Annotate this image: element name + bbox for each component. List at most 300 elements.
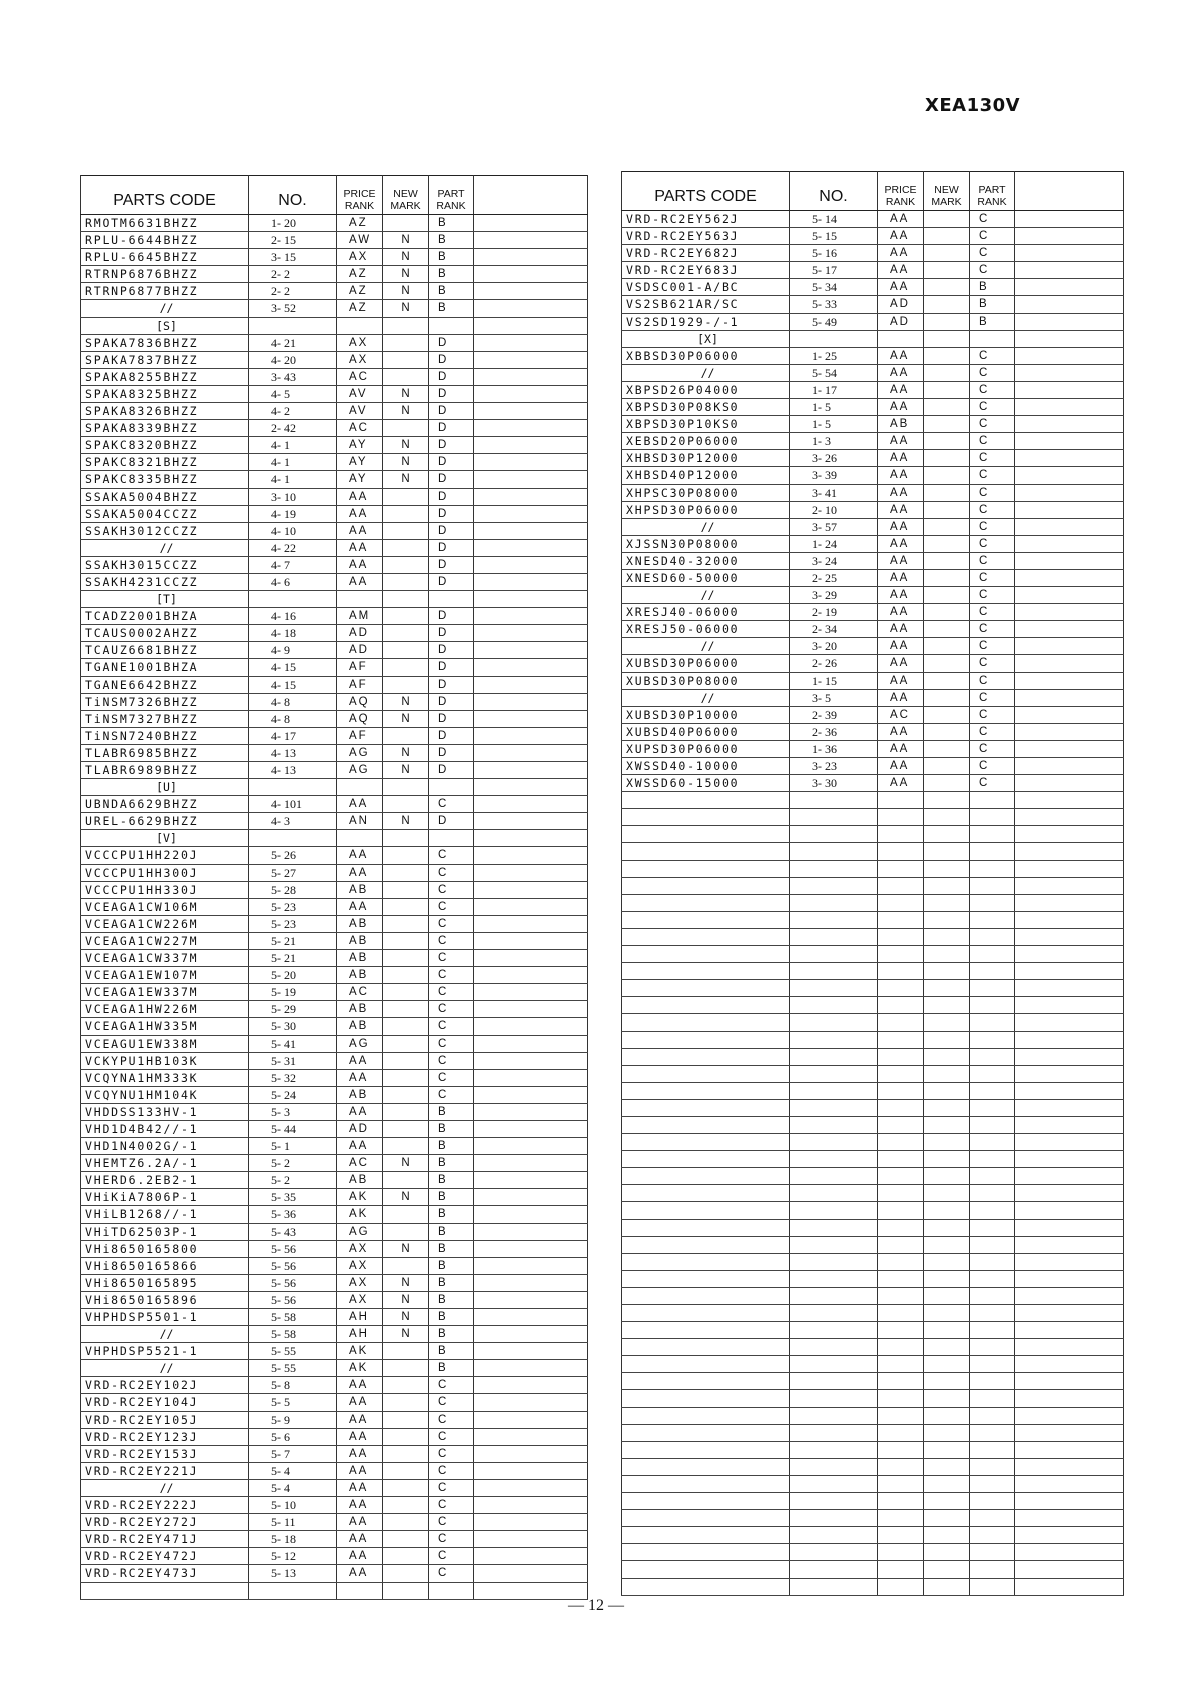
price-rank-cell: AA [337, 1069, 383, 1086]
no-cell [790, 928, 878, 945]
price-rank-cell [878, 1305, 924, 1322]
part-code-cell: VRD-RC2EY153J [81, 1445, 249, 1462]
blank-cell [474, 454, 588, 471]
part-code-cell [622, 1031, 790, 1048]
price-rank-cell [878, 963, 924, 980]
price-rank-cell: AX [337, 249, 383, 266]
part-code-cell [622, 1339, 790, 1356]
part-code-cell: XUPSD30P06000 [622, 740, 790, 757]
price-rank-cell: AK [337, 1360, 383, 1377]
price-rank-cell: AY [337, 471, 383, 488]
price-rank-cell [878, 1253, 924, 1270]
new-mark-cell [924, 894, 970, 911]
part-rank-cell: B [429, 266, 474, 283]
part-rank-cell: C [970, 535, 1015, 552]
part-code-cell [622, 1305, 790, 1322]
part-rank-cell: C [429, 1497, 474, 1514]
no-cell: 5- 17 [790, 262, 878, 279]
price-rank-cell: AG [337, 1035, 383, 1052]
price-rank-cell [878, 877, 924, 894]
table-row [622, 364, 1124, 381]
table-row [81, 1035, 588, 1052]
part-rank-cell: C [429, 1462, 474, 1479]
blank-cell [474, 1531, 588, 1548]
price-rank-cell: AA [878, 587, 924, 604]
blank-cell [1015, 775, 1124, 792]
new-mark-cell [383, 1069, 429, 1086]
no-cell: 5- 19 [249, 984, 337, 1001]
no-cell: 1- 5 [790, 416, 878, 433]
blank-cell [1015, 1185, 1124, 1202]
price-rank-cell [878, 1014, 924, 1031]
blank-cell [1015, 655, 1124, 672]
new-mark-cell: N [383, 300, 429, 317]
part-code-cell: SSAKA5004CCZZ [81, 505, 249, 522]
table-row [81, 1069, 588, 1086]
blank-cell [1015, 262, 1124, 279]
part-code-cell: SSAKH4231CCZZ [81, 573, 249, 590]
table-row [622, 381, 1124, 398]
blank-cell [474, 1411, 588, 1428]
new-mark-cell [924, 484, 970, 501]
part-code-cell: VHEMTZ6.2A/-1 [81, 1155, 249, 1172]
part-code-cell [622, 1527, 790, 1544]
part-code-cell: // [622, 364, 790, 381]
part-code-cell: [U] [81, 779, 249, 796]
price-rank-cell: AK [337, 1189, 383, 1206]
table-row [81, 779, 588, 796]
part-code-cell [622, 1116, 790, 1133]
part-code-cell [622, 1202, 790, 1219]
part-rank-cell: C [970, 450, 1015, 467]
part-rank-cell: C [429, 950, 474, 967]
table-row [81, 232, 588, 249]
part-rank-cell [970, 1424, 1015, 1441]
part-code-cell [622, 894, 790, 911]
blank-cell [1015, 1014, 1124, 1031]
part-code-cell: [T] [81, 591, 249, 608]
part-rank-cell: B [429, 1274, 474, 1291]
blank-cell [1015, 706, 1124, 723]
empty-row [622, 1270, 1124, 1287]
new-mark-cell [924, 1185, 970, 1202]
empty-row [622, 1305, 1124, 1322]
empty-row [622, 997, 1124, 1014]
no-cell: 4- 1 [249, 454, 337, 471]
no-cell [790, 1287, 878, 1304]
part-code-cell: VHi8650165896 [81, 1291, 249, 1308]
table-row [622, 518, 1124, 535]
new-mark-cell [924, 1236, 970, 1253]
new-mark-cell [383, 522, 429, 539]
table-row [81, 984, 588, 1001]
no-cell [790, 877, 878, 894]
new-mark-cell [924, 775, 970, 792]
no-cell: 5- 36 [249, 1206, 337, 1223]
part-rank-cell [970, 1390, 1015, 1407]
part-rank-cell [970, 843, 1015, 860]
new-mark-cell [924, 1441, 970, 1458]
new-mark-cell [383, 1172, 429, 1189]
no-cell [790, 1578, 878, 1595]
price-rank-cell: AB [337, 881, 383, 898]
part-code-cell: VRD-RC2EY104J [81, 1394, 249, 1411]
price-rank-cell: AA [337, 1052, 383, 1069]
part-code-cell [622, 1441, 790, 1458]
price-rank-cell: AA [878, 689, 924, 706]
new-mark-cell [924, 638, 970, 655]
no-cell: 5- 56 [249, 1240, 337, 1257]
no-cell: 5- 2 [249, 1172, 337, 1189]
blank-cell [474, 1223, 588, 1240]
price-rank-cell: AA [337, 1428, 383, 1445]
blank-cell [474, 1497, 588, 1514]
blank-cell [1015, 1424, 1124, 1441]
price-rank-cell: AA [337, 1548, 383, 1565]
new-mark-cell [924, 997, 970, 1014]
part-rank-cell: D [429, 471, 474, 488]
part-code-cell: XNESD60-50000 [622, 569, 790, 586]
blank-cell [1015, 228, 1124, 245]
part-code-cell [622, 1390, 790, 1407]
part-rank-cell: C [970, 672, 1015, 689]
part-rank-cell: C [429, 898, 474, 915]
price-rank-cell: AA [878, 535, 924, 552]
blank-cell [1015, 535, 1124, 552]
price-rank-cell: AA [878, 484, 924, 501]
no-cell: 2- 19 [790, 604, 878, 621]
part-code-cell: XUBSD30P10000 [622, 706, 790, 723]
no-cell: 5- 1 [249, 1138, 337, 1155]
part-rank-cell: D [429, 693, 474, 710]
blank-cell [474, 727, 588, 744]
blank-cell [474, 1445, 588, 1462]
new-mark-cell [924, 1544, 970, 1561]
empty-row [622, 1561, 1124, 1578]
table-row [622, 501, 1124, 518]
model-number: XEA130V [925, 95, 1021, 116]
part-code-cell: RTRNP6876BHZZ [81, 266, 249, 283]
table-row [81, 283, 588, 300]
empty-row [622, 1134, 1124, 1151]
part-rank-cell: B [429, 1120, 474, 1137]
part-rank-cell: D [429, 539, 474, 556]
new-mark-cell [924, 587, 970, 604]
empty-row [622, 1099, 1124, 1116]
no-cell: 4- 9 [249, 642, 337, 659]
new-mark-cell: N [383, 471, 429, 488]
new-mark-cell [924, 1339, 970, 1356]
price-rank-cell: AM [337, 608, 383, 625]
new-mark-cell [383, 659, 429, 676]
empty-row [622, 1356, 1124, 1373]
new-mark-cell [383, 351, 429, 368]
table-row [622, 399, 1124, 416]
table-row [622, 552, 1124, 569]
table-row [81, 1377, 588, 1394]
part-rank-cell [970, 1048, 1015, 1065]
price-rank-cell: AX [337, 1240, 383, 1257]
part-rank-cell: D [429, 608, 474, 625]
part-code-cell [622, 1219, 790, 1236]
price-rank-cell: AC [337, 420, 383, 437]
part-rank-cell: D [429, 813, 474, 830]
table-row [622, 723, 1124, 740]
blank-cell [474, 1565, 588, 1582]
table-row [81, 420, 588, 437]
price-rank-cell: AA [337, 1462, 383, 1479]
empty-row [622, 1373, 1124, 1390]
part-code-cell [622, 1099, 790, 1116]
no-cell: 5- 58 [249, 1326, 337, 1343]
part-code-cell: TLABR6989BHZZ [81, 762, 249, 779]
part-rank-cell: C [970, 381, 1015, 398]
no-cell: 1- 24 [790, 535, 878, 552]
empty-row [622, 1065, 1124, 1082]
no-cell: 4- 15 [249, 659, 337, 676]
part-code-cell [622, 1407, 790, 1424]
table-row [81, 762, 588, 779]
empty-row [622, 1151, 1124, 1168]
no-cell: 5- 56 [249, 1257, 337, 1274]
table-row [81, 1274, 588, 1291]
part-rank-cell: B [429, 249, 474, 266]
table-row [622, 416, 1124, 433]
price-rank-cell: AA [337, 1103, 383, 1120]
no-cell [790, 946, 878, 963]
blank-cell [1015, 1270, 1124, 1287]
part-code-cell: XRESJ40-06000 [622, 604, 790, 621]
part-rank-cell [970, 1339, 1015, 1356]
col-price-rank: PRICE RANK [878, 172, 924, 211]
blank-cell [474, 693, 588, 710]
blank-cell [1015, 1493, 1124, 1510]
no-cell: 5- 9 [249, 1411, 337, 1428]
price-rank-cell: AF [337, 727, 383, 744]
part-rank-cell [970, 330, 1015, 347]
empty-row [622, 1339, 1124, 1356]
price-rank-cell: AA [878, 723, 924, 740]
table-row [622, 672, 1124, 689]
new-mark-cell [383, 1120, 429, 1137]
new-mark-cell [383, 591, 429, 608]
part-code-cell: VS2SD1929-/-1 [622, 313, 790, 330]
new-mark-cell [924, 843, 970, 860]
new-mark-cell [383, 1565, 429, 1582]
table-row [81, 693, 588, 710]
price-rank-cell: AC [337, 984, 383, 1001]
empty-row [622, 1407, 1124, 1424]
new-mark-cell [383, 334, 429, 351]
price-rank-cell [337, 830, 383, 847]
part-rank-cell [429, 317, 474, 334]
price-rank-cell [878, 1031, 924, 1048]
table-row [622, 245, 1124, 262]
blank-cell [1015, 980, 1124, 997]
empty-row [622, 1544, 1124, 1561]
no-cell: 5- 2 [249, 1155, 337, 1172]
blank-cell [1015, 1099, 1124, 1116]
new-mark-cell [383, 950, 429, 967]
blank-cell [1015, 1475, 1124, 1492]
new-mark-cell [924, 1048, 970, 1065]
table-row [81, 1257, 588, 1274]
no-cell: 5- 49 [790, 313, 878, 330]
price-rank-cell: AA [337, 505, 383, 522]
price-rank-cell: AA [337, 573, 383, 590]
table-row [622, 621, 1124, 638]
no-cell: 3- 39 [790, 467, 878, 484]
table-row [622, 228, 1124, 245]
no-cell [790, 1493, 878, 1510]
part-code-cell: VRD-RC2EY222J [81, 1497, 249, 1514]
new-mark-cell: N [383, 283, 429, 300]
price-rank-cell [878, 1390, 924, 1407]
table-row [622, 638, 1124, 655]
new-mark-cell: N [383, 437, 429, 454]
no-cell [790, 1082, 878, 1099]
part-rank-cell: C [429, 796, 474, 813]
part-rank-cell: C [970, 758, 1015, 775]
blank-cell [1015, 1527, 1124, 1544]
new-mark-cell [924, 501, 970, 518]
part-code-cell: // [81, 1360, 249, 1377]
table-row [622, 347, 1124, 364]
part-rank-cell: C [970, 621, 1015, 638]
new-mark-cell [383, 1428, 429, 1445]
blank-cell [474, 1001, 588, 1018]
new-mark-cell [924, 1322, 970, 1339]
blank-cell [474, 522, 588, 539]
new-mark-cell [383, 779, 429, 796]
no-cell: 1- 5 [790, 399, 878, 416]
part-rank-cell: C [429, 1001, 474, 1018]
part-rank-cell: B [429, 1138, 474, 1155]
blank-cell [1015, 621, 1124, 638]
part-code-cell: VSDSC001-A/BC [622, 279, 790, 296]
part-rank-cell [970, 1065, 1015, 1082]
part-rank-cell [970, 1202, 1015, 1219]
price-rank-cell [878, 1048, 924, 1065]
part-code-cell: // [81, 539, 249, 556]
empty-row [81, 1582, 588, 1599]
part-code-cell: VHD1D4B42//-1 [81, 1120, 249, 1137]
part-rank-cell: B [429, 300, 474, 317]
new-mark-cell [924, 1202, 970, 1219]
part-code-cell [622, 1578, 790, 1595]
new-mark-cell [924, 1424, 970, 1441]
table-row [622, 758, 1124, 775]
blank-cell [1015, 740, 1124, 757]
no-cell: 5- 41 [249, 1035, 337, 1052]
new-mark-cell [383, 625, 429, 642]
price-rank-cell: AA [878, 518, 924, 535]
price-rank-cell [878, 1407, 924, 1424]
blank-cell [474, 1326, 588, 1343]
blank-cell [1015, 1116, 1124, 1133]
table-row [81, 1394, 588, 1411]
blank-cell [474, 1479, 588, 1496]
part-code-cell: // [81, 1479, 249, 1496]
price-rank-cell [878, 860, 924, 877]
part-code-cell: XBPSD30P08KS0 [622, 399, 790, 416]
empty-row [622, 1202, 1124, 1219]
part-rank-cell [970, 1031, 1015, 1048]
part-code-cell [622, 877, 790, 894]
no-cell: 5- 29 [249, 1001, 337, 1018]
blank-cell [474, 608, 588, 625]
part-rank-cell: C [970, 484, 1015, 501]
part-code-cell: [X] [622, 330, 790, 347]
table-row [622, 535, 1124, 552]
new-mark-cell [924, 706, 970, 723]
part-rank-cell: B [429, 1326, 474, 1343]
part-rank-cell: C [429, 1514, 474, 1531]
part-rank-cell: C [970, 245, 1015, 262]
no-cell: 4- 18 [249, 625, 337, 642]
part-rank-cell: B [429, 1206, 474, 1223]
table-row [81, 1565, 588, 1582]
new-mark-cell [924, 245, 970, 262]
blank-cell [1015, 484, 1124, 501]
part-code-cell: RMOTM6631BHZZ [81, 215, 249, 232]
blank-cell [474, 249, 588, 266]
price-rank-cell [878, 1578, 924, 1595]
empty-row [622, 1116, 1124, 1133]
no-cell: 2- 2 [249, 266, 337, 283]
new-mark-cell [383, 676, 429, 693]
part-rank-cell: C [970, 228, 1015, 245]
part-code-cell: VHPHDSP5521-1 [81, 1343, 249, 1360]
new-mark-cell [383, 1223, 429, 1240]
part-code-cell [622, 1151, 790, 1168]
table-row [81, 864, 588, 881]
part-code-cell: SPAKA7836BHZZ [81, 334, 249, 351]
no-cell: 5- 4 [249, 1462, 337, 1479]
price-rank-cell: AB [337, 1001, 383, 1018]
new-mark-cell [383, 1582, 429, 1599]
part-rank-cell [970, 946, 1015, 963]
part-rank-cell: D [429, 710, 474, 727]
table-row [81, 1052, 588, 1069]
table-row [81, 1309, 588, 1326]
no-cell: 5- 32 [249, 1069, 337, 1086]
no-cell: 4- 17 [249, 727, 337, 744]
price-rank-cell: AC [337, 1155, 383, 1172]
part-rank-cell: C [970, 604, 1015, 621]
new-mark-cell [924, 723, 970, 740]
price-rank-cell: AC [337, 368, 383, 385]
blank-cell [474, 351, 588, 368]
price-rank-cell: AZ [337, 283, 383, 300]
table-row [81, 967, 588, 984]
part-code-cell: TGANE1001BHZA [81, 659, 249, 676]
price-rank-cell: AA [878, 775, 924, 792]
part-rank-cell [970, 1458, 1015, 1475]
part-rank-cell: C [429, 1531, 474, 1548]
blank-cell [1015, 1561, 1124, 1578]
price-rank-cell [337, 591, 383, 608]
empty-row [622, 877, 1124, 894]
price-rank-cell: AA [878, 501, 924, 518]
blank-cell [474, 1309, 588, 1326]
table-row [81, 1497, 588, 1514]
no-cell [249, 779, 337, 796]
table-row [81, 351, 588, 368]
blank-cell [474, 1343, 588, 1360]
blank-cell [1015, 672, 1124, 689]
empty-row [622, 1048, 1124, 1065]
